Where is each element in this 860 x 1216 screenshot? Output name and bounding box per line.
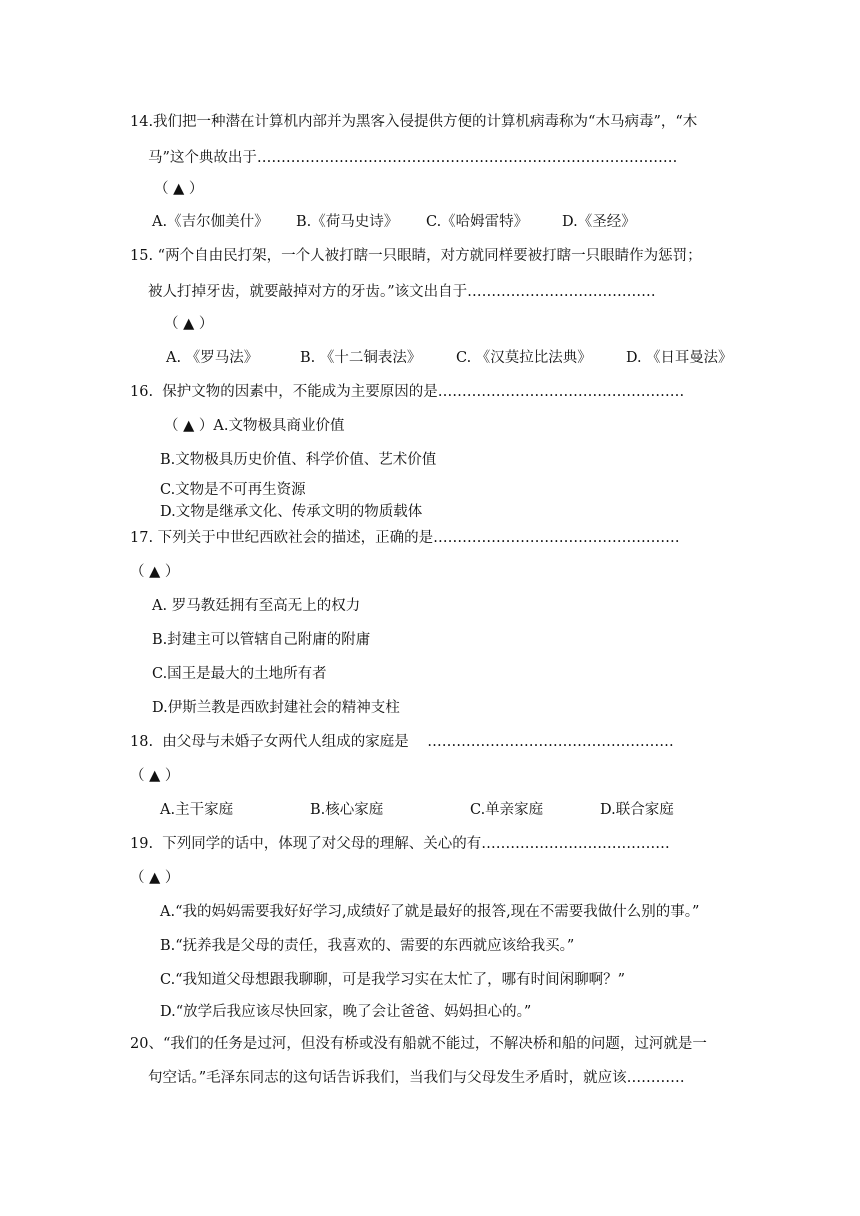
q19-stem-line1: 19. 下列同学的话中，体现了对父母的理解、关心的有………………………………… bbox=[130, 836, 670, 852]
q15-option-b: B. 《十二铜表法》 bbox=[300, 350, 422, 366]
q15-answer-bracket: （ ▲ ） bbox=[164, 316, 214, 332]
q14-option-a: A.《吉尔伽美什》 bbox=[152, 214, 269, 230]
q18-option-b: B.核心家庭 bbox=[310, 802, 384, 818]
q14-answer-bracket: （ ▲ ） bbox=[154, 181, 204, 197]
q20-stem-line1: 20、“我们的任务是过河，但没有桥或没有船就不能过，不解决桥和船的问题，过河就是一 bbox=[130, 1036, 707, 1052]
q15-stem-line2: 被人打掉牙齿，就要敲掉对方的牙齿。”该文出自于………………………………… bbox=[148, 284, 656, 300]
q18-option-d: D.联合家庭 bbox=[600, 802, 674, 818]
q18-stem-line1: 18. 由父母与未婚子女两代人组成的家庭是 …………………………………………… bbox=[130, 734, 674, 750]
q19-option-d: D.“放学后我应该尽快回家，晚了会让爸爸、妈妈担心的。” bbox=[160, 1004, 532, 1020]
q15-option-c: C. 《汉莫拉比法典》 bbox=[456, 350, 592, 366]
q20-stem-line2: 句空话。”毛泽东同志的这句话告诉我们，当我们与父母发生矛盾时，就应该………… bbox=[148, 1070, 685, 1086]
q16-option-c: C.文物是不可再生资源 bbox=[160, 482, 306, 498]
q15-option-a: A. 《罗马法》 bbox=[166, 350, 259, 366]
q17-answer-bracket: （ ▲ ） bbox=[130, 564, 180, 580]
q17-option-b: B.封建主可以管辖自己附庸的附庸 bbox=[152, 632, 371, 648]
q17-option-c: C.国王是最大的土地所有者 bbox=[152, 666, 327, 682]
q18-answer-bracket: （ ▲ ） bbox=[130, 768, 180, 784]
q18-option-a: A.主干家庭 bbox=[160, 802, 234, 818]
q17-option-d: D.伊斯兰教是西欧封建社会的精神支柱 bbox=[152, 700, 400, 716]
q14-option-b: B.《荷马史诗》 bbox=[296, 214, 399, 230]
q14-option-d: D.《圣经》 bbox=[562, 214, 636, 230]
q14-option-c: C.《哈姆雷特》 bbox=[426, 214, 529, 230]
q19-option-c: C.“我知道父母想跟我聊聊，可是我学习实在太忙了，哪有时间闲聊啊？” bbox=[160, 972, 626, 988]
q15-option-d: D. 《日耳曼法》 bbox=[626, 350, 733, 366]
q19-option-a: A.“我的妈妈需要我好好学习,成绩好了就是最好的报答,现在不需要我做什么别的事。” bbox=[160, 904, 700, 920]
q17-stem-line1: 17. 下列关于中世纪西欧社会的描述，正确的是…………………………………………… bbox=[130, 530, 680, 546]
q19-option-b: B.“抚养我是父母的责任，我喜欢的、需要的东西就应该给我买。” bbox=[160, 938, 575, 954]
q19-answer-bracket: （ ▲ ） bbox=[130, 870, 180, 886]
q17-option-a: A. 罗马教廷拥有至高无上的权力 bbox=[152, 598, 361, 614]
q16-stem-line1: 16. 保护文物的因素中，不能成为主要原因的是…………………………………………… bbox=[130, 384, 685, 400]
q16-option-b: B.文物极具历史价值、科学价值、艺术价值 bbox=[160, 452, 437, 468]
q18-option-c: C.单亲家庭 bbox=[470, 802, 544, 818]
q16-stem-line2: （ ▲ ）A.文物极具商业价值 bbox=[164, 418, 345, 434]
q14-stem-line2: 马”这个典故出于…………………………………………………………………………… bbox=[148, 150, 678, 166]
q14-stem-line1: 14.我们把一种潜在计算机内部并为黑客入侵提供方便的计算机病毒称为“木马病毒”，“木 bbox=[130, 114, 698, 130]
q16-option-d: D.文物是继承文化、传承文明的物质载体 bbox=[160, 504, 423, 520]
q15-stem-line1: 15. “两个自由民打架，一个人被打瞎一只眼睛，对方就同样要被打瞎一只眼睛作为惩罚； bbox=[130, 248, 702, 264]
